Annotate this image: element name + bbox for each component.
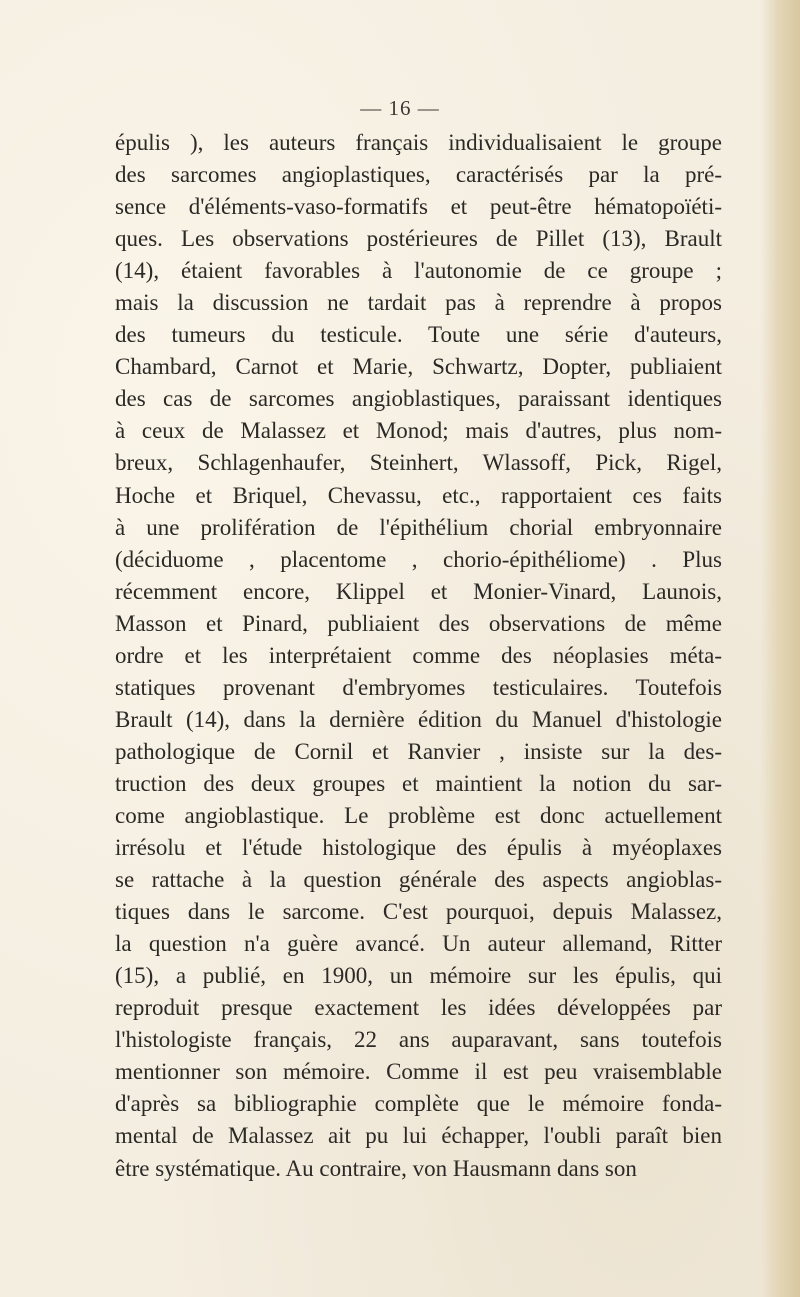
text-line: à ceux de Malassez et Monod; mais d'autres, plus nom-	[115, 418, 722, 444]
text-line: l'histologiste français, 22 ans auparavant, sans toutefois	[115, 1027, 722, 1053]
text-line: sence d'éléments-vaso-formatifs et peut-être hématopoïéti-	[115, 194, 722, 220]
text-line: Hoche et Briquel, Chevassu, etc., rapportaient ces faits	[115, 482, 722, 508]
text-line: tiques dans le sarcome. C'est pourquoi, depuis Malassez,	[115, 899, 722, 925]
text-line: Masson et Pinard, publiaient des observations de même	[115, 610, 722, 636]
text-line: (déciduome , placentome , chorio-épithéliome) . Plus	[115, 546, 722, 572]
text-line: come angioblastique. Le problème est donc actuellement	[115, 802, 722, 828]
text-line: pathologique de Cornil et Ranvier , insiste sur la des-	[115, 738, 722, 764]
page-edge-shadow	[760, 0, 800, 1297]
text-line: mais la discussion ne tardait pas à reprendre à propos	[115, 290, 722, 316]
body-text	[115, 127, 722, 1185]
text-line: (15), a publié, en 1900, un mémoire sur les épulis, qui	[115, 963, 722, 989]
text-line: se rattache à la question générale des aspects angioblas-	[115, 867, 722, 893]
text-line: récemment encore, Klippel et Monier-Vinard, Launois,	[115, 578, 722, 604]
text-line: épulis ), les auteurs français individualisaient le groupe	[115, 130, 722, 155]
text-line: la question n'a guère avancé. Un auteur allemand, Ritter	[115, 931, 722, 957]
text-line: ques. Les observations postérieures de Pillet (13), Brault	[115, 226, 722, 252]
text-line: reproduit presque exactement les idées développées par	[115, 995, 722, 1021]
text-line: des sarcomes angioplastiques, caractérisés par la pré-	[115, 162, 722, 188]
text-line: d'après sa bibliographie complète que le mémoire fonda-	[115, 1091, 722, 1117]
text-line: Brault (14), dans la dernière édition du Manuel d'histologie	[115, 706, 722, 732]
text-line: à une prolifération de l'épithélium chorial embryonnaire	[115, 514, 722, 540]
text-line: être systématique. Au contraire, von Hausmann dans son	[115, 1155, 637, 1181]
text-line: (14), étaient favorables à l'autonomie de ce groupe ;	[115, 258, 722, 284]
text-line: truction des deux groupes et maintient la notion du sar-	[115, 770, 722, 796]
text-line: irrésolu et l'étude histologique des épulis à myéoplaxes	[115, 835, 722, 861]
text-line: ordre et les interprétaient comme des néoplasies méta-	[115, 642, 722, 668]
text-line: mental de Malassez ait pu lui échapper, l'oubli paraît bien	[115, 1123, 722, 1149]
page-number: — 16 —	[360, 96, 440, 120]
text-line: mentionner son mémoire. Comme il est peu vraisemblable	[115, 1059, 722, 1085]
text-line: breux, Schlagenhaufer, Steinhert, Wlassoff, Pick, Rigel,	[115, 450, 722, 476]
text-line: des cas de sarcomes angioblastiques, paraissant identiques	[115, 386, 722, 412]
text-line: des tumeurs du testicule. Toute une série d'auteurs,	[115, 322, 722, 348]
text-line: statiques provenant d'embryomes testiculaires. Toutefois	[115, 674, 722, 700]
text-line: Chambard, Carnot et Marie, Schwartz, Dopter, publiaient	[115, 354, 722, 380]
